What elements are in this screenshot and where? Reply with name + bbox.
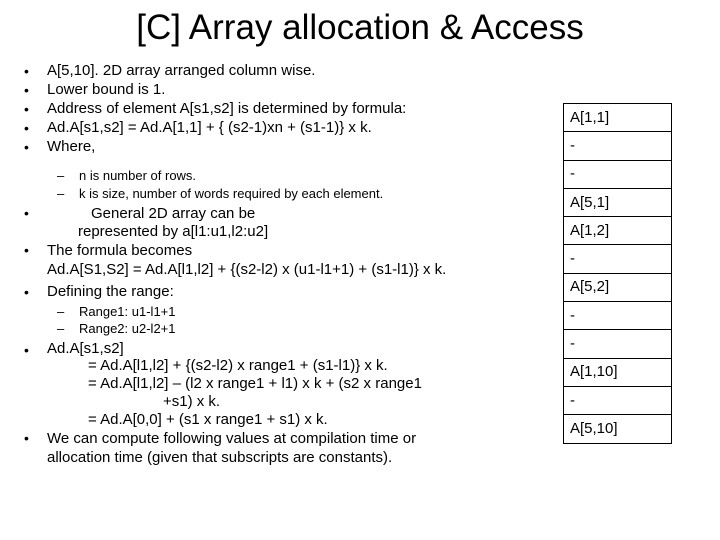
bullet-icon: • xyxy=(24,63,29,79)
text-line: Defining the range: xyxy=(47,283,174,300)
memory-row xyxy=(564,188,672,216)
memory-cell: A[5,2] xyxy=(564,273,672,301)
bullet-icon: • xyxy=(24,120,29,136)
memory-cell: - xyxy=(564,386,672,414)
memory-row xyxy=(564,245,672,273)
memory-cell: A[5,10] xyxy=(564,415,672,443)
memory-row xyxy=(564,132,672,160)
slide-title: [C] Array allocation & Access xyxy=(136,8,584,47)
dash-icon: – xyxy=(57,186,65,201)
bullet-icon: • xyxy=(24,242,29,258)
text-line: Ad.A[s1,s2] xyxy=(47,340,124,357)
memory-row xyxy=(564,273,672,301)
bullet-icon: • xyxy=(24,101,29,117)
bullet-icon: • xyxy=(24,430,29,446)
sub-line: k is size, number of words required by each element. xyxy=(79,186,384,201)
text-line: = Ad.A[l1,l2] – (l2 x range1 + l1) x k + (s2 x range1 xyxy=(88,375,422,392)
memory-cell: A[1,10] xyxy=(564,358,672,386)
text-line: General 2D array can be xyxy=(91,205,256,222)
sub-line: Range1: u1-l1+1 xyxy=(79,304,176,319)
memory-cell: A[1,1] xyxy=(564,104,672,132)
memory-row xyxy=(564,302,672,330)
memory-row xyxy=(564,330,672,358)
bullet-icon: • xyxy=(24,342,29,358)
text-line: We can compute following values at compilation time or xyxy=(47,430,417,447)
memory-cell: - xyxy=(564,160,672,188)
dash-icon: – xyxy=(57,321,65,336)
text-line: Ad.A[S1,S2] = Ad.A[l1,l2] + {(s2-l2) x (u1-l1+1) + (s1-l1)} x k. xyxy=(47,261,447,278)
memory-cell: - xyxy=(564,302,672,330)
text-line: = Ad.A[0,0] + (s1 x range1 + s1) x k. xyxy=(88,411,328,428)
memory-row xyxy=(564,217,672,245)
text-line: Lower bound is 1. xyxy=(47,81,166,98)
memory-row xyxy=(564,386,672,414)
memory-layout-table xyxy=(563,103,672,444)
text-line: represented by a[l1:u1,l2:u2] xyxy=(78,223,269,240)
memory-cell: A[1,2] xyxy=(564,217,672,245)
sub-line: Range2: u2-l2+1 xyxy=(79,321,176,336)
bullet-icon: • xyxy=(24,139,29,155)
memory-cell: - xyxy=(564,245,672,273)
text-line: Address of element A[s1,s2] is determined by formula: xyxy=(47,100,407,117)
text-line: = Ad.A[l1,l2] + {(s2-l2) x range1 + (s1-l1)} x k. xyxy=(88,357,388,374)
text-line: The formula becomes xyxy=(47,242,193,259)
sub-line: n is number of rows. xyxy=(79,168,197,183)
memory-cell: A[5,1] xyxy=(564,188,672,216)
dash-icon: – xyxy=(57,304,65,319)
memory-row xyxy=(564,358,672,386)
memory-row xyxy=(564,415,672,443)
text-line: +s1) x k. xyxy=(163,393,221,410)
dash-icon: – xyxy=(57,168,65,183)
text-line: allocation time (given that subscripts are constants). xyxy=(47,449,393,466)
bullet-icon: • xyxy=(24,82,29,98)
text-line: Where, xyxy=(47,138,96,155)
bullet-icon: • xyxy=(24,284,29,300)
memory-row xyxy=(564,104,672,132)
memory-cell: - xyxy=(564,132,672,160)
text-line: A[5,10]. 2D array arranged column wise. xyxy=(47,62,316,79)
memory-row xyxy=(564,160,672,188)
memory-cell: - xyxy=(564,330,672,358)
text-line: Ad.A[s1,s2] = Ad.A[1,1] + { (s2-1)xn + (s1-1)} x k. xyxy=(47,119,372,136)
bullet-icon: • xyxy=(24,205,29,221)
